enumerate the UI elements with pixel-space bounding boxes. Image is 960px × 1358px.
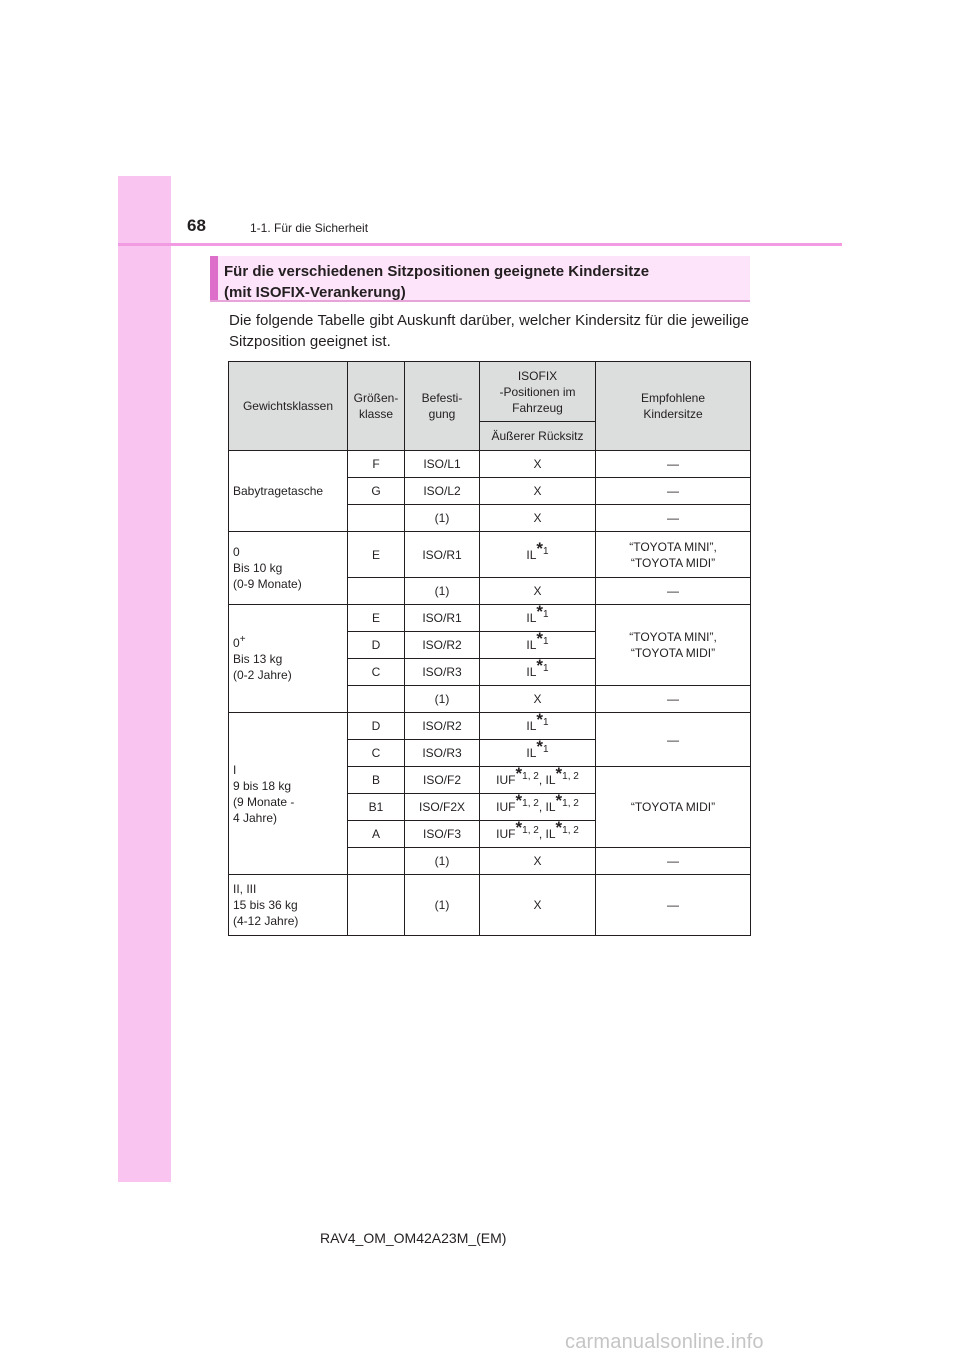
recommended-cell: — [596, 848, 751, 875]
fixture-cell: ISO/R3 [405, 740, 480, 767]
recommended-cell: — [596, 713, 751, 767]
fixture-cell: ISO/R1 [405, 605, 480, 632]
recommended-cell: — [596, 478, 751, 505]
fixture-cell: ISO/L2 [405, 478, 480, 505]
section-title-line1: Für die verschiedenen Sitzpositionen geeignete Kindersitze [224, 263, 650, 280]
recommended-cell: — [596, 578, 751, 605]
size-class-cell: D [348, 632, 405, 659]
fixture-cell: (1) [405, 578, 480, 605]
suitability-cell: IL$^{*1}$ [480, 632, 596, 659]
suitability-cell: IUF$^{*1, 2}$, IL$^{*1, 2}$ [480, 821, 596, 848]
chapter-title: 1-1. Für die Sicherheit [250, 221, 369, 235]
fixture-cell: ISO/F2X [405, 794, 480, 821]
size-class-cell: B1 [348, 794, 405, 821]
group-1: I 9 bis 18 kg (9 Monate - 4 Jahre) [229, 713, 348, 875]
header-isofix-positions: ISOFIX -Positionen im Fahrzeug [480, 362, 596, 422]
header-recommended-seats: Empfohlene Kindersitze [596, 362, 751, 451]
watermark: carmanualsonline.info [565, 1331, 764, 1353]
recommended-cell: — [596, 686, 751, 713]
suitability-cell: X [480, 478, 596, 505]
table-row [229, 532, 751, 578]
fixture-cell: ISO/R2 [405, 632, 480, 659]
table-row [229, 713, 751, 740]
fixture-cell: ISO/R3 [405, 659, 480, 686]
suitability-cell: X [480, 578, 596, 605]
suitability-cell: X [480, 848, 596, 875]
header-fixture: Befesti- gung [405, 362, 480, 451]
header-rule [118, 243, 842, 246]
size-class-cell: C [348, 659, 405, 686]
suitability-cell: IUF$^{*1, 2}$, IL$^{*1, 2}$ [480, 794, 596, 821]
recommended-cell: — [596, 451, 751, 478]
fixture-cell: (1) [405, 848, 480, 875]
size-class-cell: C [348, 740, 405, 767]
fixture-cell: ISO/R2 [405, 713, 480, 740]
fixture-cell: (1) [405, 875, 480, 936]
section-title [224, 261, 744, 303]
suitability-cell: X [480, 505, 596, 532]
size-class-cell: A [348, 821, 405, 848]
fixture-cell: ISO/R1 [405, 532, 480, 578]
header-weight: Gewichtsklassen [229, 362, 348, 451]
header-size-class: Größen- klasse [348, 362, 405, 451]
size-class-cell: F [348, 451, 405, 478]
recommended-cell: — [596, 875, 751, 936]
group-0: 0 Bis 10 kg (0-9 Monate) [229, 532, 348, 605]
group-babytragetasche: Babytragetasche [229, 451, 348, 532]
section-title-line2: (mit ISOFIX-Verankerung) [224, 284, 406, 301]
table-row [229, 875, 751, 936]
size-class-cell [348, 578, 405, 605]
group-2-3: II, III 15 bis 36 kg (4-12 Jahre) [229, 875, 348, 936]
suitability-cell: X [480, 451, 596, 478]
size-class-cell [348, 686, 405, 713]
suitability-cell: X [480, 875, 596, 936]
fixture-cell: (1) [405, 686, 480, 713]
suitability-cell: X [480, 686, 596, 713]
fixture-cell: ISO/F2 [405, 767, 480, 794]
recommended-cell: “TOYOTA MINI”, “TOYOTA MIDI” [596, 532, 751, 578]
fixture-cell: (1) [405, 505, 480, 532]
intro-paragraph: Die folgende Tabelle gibt Auskunft darüber, welcher Kindersitz für die jeweilige Sitzposition geeignet ist. [229, 312, 749, 350]
section-accent-bar [210, 256, 218, 300]
size-class-cell: D [348, 713, 405, 740]
recommended-cell: — [596, 505, 751, 532]
suitability-cell: IL$^{*1}$ [480, 605, 596, 632]
recommended-cell: “TOYOTA MINI”, “TOYOTA MIDI” [596, 605, 751, 686]
header-outer-rear-seat: Äußerer Rücksitz [480, 422, 596, 451]
size-class-cell: E [348, 605, 405, 632]
page-number: 68 [187, 216, 206, 235]
suitability-cell: IL$^{*1}$ [480, 740, 596, 767]
size-class-cell [348, 875, 405, 936]
size-class-cell: G [348, 478, 405, 505]
size-class-cell [348, 848, 405, 875]
section-heading-box [210, 256, 750, 302]
table-row [229, 605, 751, 632]
size-class-cell: B [348, 767, 405, 794]
size-class-cell [348, 505, 405, 532]
suitability-cell: IL$^{*1}$ [480, 659, 596, 686]
footer-manual-code: RAV4_OM_OM42A23M_(EM) [320, 1230, 507, 1246]
fixture-cell: ISO/F3 [405, 821, 480, 848]
group-0-plus: 0+ Bis 13 kg (0-2 Jahre) [229, 605, 348, 713]
suitability-cell: IUF$^{*1, 2}$, IL$^{*1, 2}$ [480, 767, 596, 794]
fixture-cell: ISO/L1 [405, 451, 480, 478]
table-row [229, 451, 751, 478]
isofix-suitability-table [228, 361, 751, 936]
suitability-cell: IL$^{*1}$ [480, 532, 596, 578]
size-class-cell: E [348, 532, 405, 578]
side-tab-band [118, 176, 171, 1182]
suitability-cell: IL$^{*1}$ [480, 713, 596, 740]
recommended-cell: “TOYOTA MIDI” [596, 767, 751, 848]
table-header-row [229, 362, 751, 422]
